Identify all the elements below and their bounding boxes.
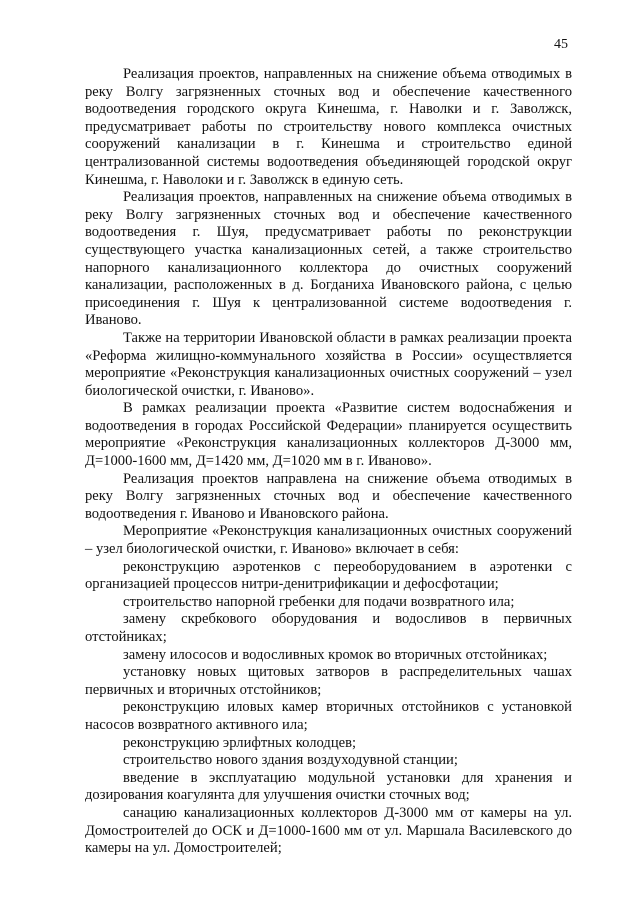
list-item: установку новых щитовых затворов в распределительных чашах первичных и вторичных отстойников; [85, 664, 572, 698]
list-item: реконструкцию эрлифтных колодцев; [123, 734, 357, 751]
list-item: санацию канализационных коллекторов Д-3000 мм от камеры на ул. Домостроителей до ОСК и Д=1000-1600 мм от ул. Маршала Василевского до камеры на ул. Домостроителей; [85, 804, 572, 857]
list-item: введение в эксплуатацию модульной установки для хранения и дозирования коагулянта для улучшения очистки сточных вод; [85, 769, 572, 804]
paragraph: Реализация проектов, направленных на снижение объема отводимых в реку Волгу загрязненных сточных вод и обеспечение качественного водоотведения городского округа Кинешма, г. Наволки и г. Заволжск, предусматривает работы по строительству нового комплекса очистных сооружений канализации в г. Кинешма и строительство единой централизованной системы водоотведения объединяющей городской округ Кинешма, г. Наволоки и г. Заволжск в единую сеть. [85, 66, 572, 188]
list-item: строительство нового здания воздуходувной станции; [123, 752, 458, 769]
list-item: строительство напорной гребенки для подачи возвратного ила; [123, 593, 515, 610]
paragraph: В рамках реализации проекта «Развитие систем водоснабжения и водоотведения в городах Российской Федерации» планируется осуществить мероприятие «Реконструкция канализационных коллекторов Д-3000 мм, Д=1000-1600 мм, Д=1420 мм, Д=1020 мм в г. Иваново». [85, 400, 572, 470]
paragraph: Также на территории Ивановской области в рамках реализации проекта «Реформа жилищно-коммунального хозяйства в России» осуществляется мероприятие «Реконструкция канализационных очистных сооружений – узел биологической очистки, г. Иваново». [85, 329, 572, 399]
list-item: реконструкцию аэротенков с переоборудованием в аэротенки с организацией процессов нитри-денитрификации и дефосфотации; [85, 558, 572, 593]
document-body [85, 66, 572, 858]
list-item: замену скребкового оборудования и водосливов в первичных отстойниках; [85, 611, 572, 645]
list-item: замену илососов и водосливных кромок во вторичных отстойниках; [123, 646, 548, 663]
paragraph: Реализация проектов направлена на снижение объема отводимых в реку Волгу загрязненных сточных вод и обеспечение качественного водоотведения г. Иваново и Ивановского района. [85, 470, 572, 522]
paragraph: Реализация проектов, направленных на снижение объема отводимых в реку Волгу загрязненных сточных вод и обеспечение качественного водоотведения г. Шуя, предусматривает работы по реконструкции существующего участка канализационных сетей, а также строительство напорного канализационного коллектора до очистных сооружений канализации, расположенных в д. Богданиха Ивановского района, с целью присоединения г. Шуя к централизованной системе водоотведения г. Иваново. [85, 189, 572, 329]
list-item: реконструкцию иловых камер вторичных отстойников с установкой насосов возвратного активного ила; [85, 699, 572, 733]
paragraph: Мероприятие «Реконструкция канализационных очистных сооружений – узел биологической очистки, г. Иваново» включает в себя: [85, 523, 572, 558]
page-number: 45 [554, 37, 568, 52]
